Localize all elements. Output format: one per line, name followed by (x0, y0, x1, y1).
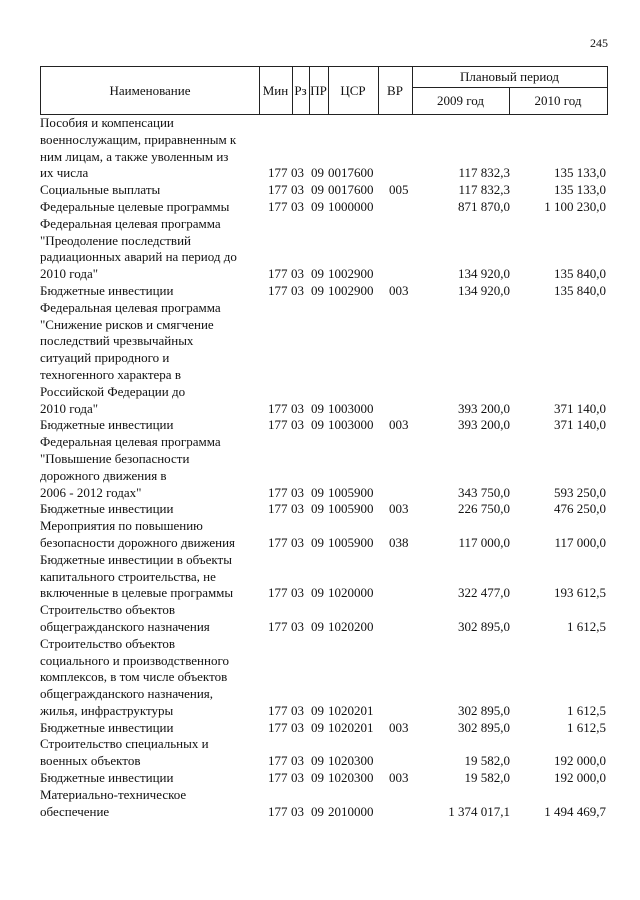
row-value-2010: 1 100 230,0 (544, 198, 606, 214)
row-rz: 03 (291, 803, 304, 819)
row-csr: 1003000 (328, 400, 374, 416)
row-rz: 03 (291, 534, 304, 550)
row-value-2009: 302 895,0 (458, 719, 510, 735)
row-value-2010: 1 612,5 (567, 702, 606, 718)
row-name: Федеральные целевые программы (40, 198, 230, 214)
table-row (40, 434, 608, 501)
row-value-2009: 393 200,0 (458, 400, 510, 416)
table-body (40, 115, 608, 820)
row-rz: 03 (291, 266, 304, 282)
row-csr: 1005900 (328, 484, 374, 500)
table-row (40, 636, 608, 720)
table-row (40, 552, 608, 602)
row-value-2010: 593 250,0 (554, 484, 606, 500)
row-csr: 1003000 (328, 417, 374, 433)
page-number: 245 (590, 36, 608, 50)
row-value-2010: 192 000,0 (554, 753, 606, 769)
row-pr: 09 (311, 484, 324, 500)
row-rz: 03 (291, 770, 304, 786)
row-rz: 03 (291, 165, 304, 181)
row-name: Пособия и компенсации военнослужащим, приравненным к ним лицам, а также уволенным из их числа (40, 115, 237, 181)
row-name: Строительство объектов общегражданского назначения (40, 602, 210, 634)
row-name: Бюджетные инвестиции в объекты капитального строительства, не включенные в целевые программы (40, 551, 234, 601)
row-value-2009: 134 920,0 (458, 282, 510, 298)
row-csr: 1020000 (328, 585, 374, 601)
header-pr: ПР (310, 82, 327, 98)
row-min: 177 (268, 534, 288, 550)
row-name: Бюджетные инвестиции (40, 770, 174, 786)
header-min: Мин (262, 82, 289, 98)
row-name: Бюджетные инвестиции (40, 719, 174, 735)
table-row (40, 115, 608, 182)
table-row (40, 182, 608, 199)
row-rz: 03 (291, 282, 304, 298)
row-min: 177 (268, 165, 288, 181)
row-rz: 03 (291, 618, 304, 634)
table-row (40, 199, 608, 216)
row-pr: 09 (311, 618, 324, 634)
row-pr: 09 (311, 501, 324, 517)
row-pr: 09 (311, 702, 324, 718)
row-csr: 1020300 (328, 753, 374, 769)
row-csr: 1002900 (328, 266, 374, 282)
row-name: Бюджетные инвестиции (40, 282, 174, 298)
row-vr: 003 (389, 417, 409, 433)
row-value-2009: 343 750,0 (458, 484, 510, 500)
header-rz: Рз (294, 82, 307, 98)
row-min: 177 (268, 618, 288, 634)
row-csr: 1005900 (328, 501, 374, 517)
row-value-2010: 371 140,0 (554, 417, 606, 433)
row-vr: 005 (389, 182, 409, 198)
row-value-2009: 117 832,3 (458, 165, 510, 181)
row-pr: 09 (311, 770, 324, 786)
row-min: 177 (268, 198, 288, 214)
row-pr: 09 (311, 182, 324, 198)
row-value-2010: 192 000,0 (554, 770, 606, 786)
row-pr: 09 (311, 198, 324, 214)
table-row (40, 501, 608, 518)
row-min: 177 (268, 753, 288, 769)
row-rz: 03 (291, 484, 304, 500)
table-row (40, 770, 608, 787)
row-vr: 003 (389, 770, 409, 786)
row-value-2010: 1 612,5 (567, 618, 606, 634)
row-value-2010: 476 250,0 (554, 501, 606, 517)
row-pr: 09 (311, 534, 324, 550)
header-year-2010: 2010 год (534, 92, 582, 108)
row-value-2009: 226 750,0 (458, 501, 510, 517)
row-pr: 09 (311, 753, 324, 769)
row-min: 177 (268, 803, 288, 819)
row-value-2009: 1 374 017,1 (448, 803, 510, 819)
row-value-2009: 134 920,0 (458, 266, 510, 282)
row-name: Материально-техническое обеспечение (40, 786, 187, 819)
row-min: 177 (268, 501, 288, 517)
row-value-2009: 393 200,0 (458, 417, 510, 433)
row-csr: 1020200 (328, 618, 374, 634)
row-csr: 0017600 (328, 182, 374, 198)
row-rz: 03 (291, 719, 304, 735)
table-row (40, 283, 608, 300)
row-vr: 003 (389, 501, 409, 517)
row-rz: 03 (291, 585, 304, 601)
header-csr: ЦСР (340, 82, 366, 98)
row-rz: 03 (291, 702, 304, 718)
table-row (40, 787, 608, 821)
row-value-2010: 193 612,5 (554, 585, 606, 601)
row-value-2009: 19 582,0 (464, 753, 510, 769)
table-row (40, 300, 608, 418)
row-csr: 1002900 (328, 282, 374, 298)
table-row (40, 216, 608, 283)
row-value-2010: 1 494 469,7 (544, 803, 606, 819)
header-vr: ВР (387, 82, 403, 98)
row-value-2010: 371 140,0 (554, 400, 606, 416)
row-pr: 09 (311, 585, 324, 601)
row-name: Бюджетные инвестиции (40, 501, 174, 517)
row-rz: 03 (291, 417, 304, 433)
row-min: 177 (268, 484, 288, 500)
row-vr: 003 (389, 719, 409, 735)
row-value-2009: 322 477,0 (458, 585, 510, 601)
row-pr: 09 (311, 165, 324, 181)
row-pr: 09 (311, 266, 324, 282)
row-csr: 1020300 (328, 770, 374, 786)
row-vr: 003 (389, 282, 409, 298)
table-row (40, 602, 608, 636)
row-name: Бюджетные инвестиции (40, 417, 174, 433)
row-value-2010: 1 612,5 (567, 719, 606, 735)
row-value-2009: 302 895,0 (458, 702, 510, 718)
row-min: 177 (268, 266, 288, 282)
row-csr: 2010000 (328, 803, 374, 819)
row-min: 177 (268, 770, 288, 786)
header-planned-period: Плановый период (459, 69, 560, 84)
row-rz: 03 (291, 400, 304, 416)
row-value-2010: 135 133,0 (554, 182, 606, 198)
row-name: Строительство специальных и военных объектов (40, 736, 209, 769)
row-csr: 1005900 (328, 534, 374, 550)
row-min: 177 (268, 417, 288, 433)
row-name: Социальные выплаты (40, 182, 161, 198)
table-header (40, 66, 608, 115)
row-min: 177 (268, 282, 288, 298)
row-value-2009: 302 895,0 (458, 618, 510, 634)
table-row (40, 417, 608, 434)
table-row (40, 720, 608, 737)
row-min: 177 (268, 585, 288, 601)
row-value-2009: 871 870,0 (458, 198, 510, 214)
row-pr: 09 (311, 282, 324, 298)
row-csr: 1020201 (328, 702, 374, 718)
row-value-2010: 117 000,0 (554, 534, 606, 550)
row-rz: 03 (291, 501, 304, 517)
row-name: Строительство объектов социального и производственного комплексов, в том числе объектов общегражданского назначения, жилья, инфраструктуры (40, 635, 229, 718)
row-min: 177 (268, 182, 288, 198)
table-row (40, 518, 608, 552)
row-csr: 1020201 (328, 719, 374, 735)
header-year-2009: 2009 год (437, 92, 484, 108)
row-pr: 09 (311, 400, 324, 416)
row-name: Федеральная целевая программа "Повышение безопасности дорожного движения в 2006 - 2012 годах" (40, 434, 221, 500)
row-min: 177 (268, 702, 288, 718)
row-value-2009: 19 582,0 (464, 770, 510, 786)
row-value-2009: 117 000,0 (458, 534, 510, 550)
row-pr: 09 (311, 803, 324, 819)
row-vr: 038 (389, 534, 409, 550)
header-name: Наименование (109, 82, 191, 98)
row-name: Федеральная целевая программа "Преодоление последствий радиационных аварий на период до 2010 года" (40, 215, 237, 282)
row-min: 177 (268, 719, 288, 735)
row-rz: 03 (291, 753, 304, 769)
row-value-2010: 135 840,0 (554, 266, 606, 282)
row-csr: 1000000 (328, 198, 374, 214)
row-rz: 03 (291, 198, 304, 214)
row-name: Федеральная целевая программа "Снижение рисков и смягчение последствий чрезвычайных ситуаций природного и техногенного характера в Российской Федерации до 2010 года" (40, 299, 221, 416)
row-csr: 0017600 (328, 165, 374, 181)
row-rz: 03 (291, 182, 304, 198)
row-pr: 09 (311, 719, 324, 735)
row-pr: 09 (311, 417, 324, 433)
row-value-2010: 135 840,0 (554, 282, 606, 298)
table-row (40, 736, 608, 770)
row-min: 177 (268, 400, 288, 416)
row-value-2009: 117 832,3 (458, 182, 510, 198)
row-name: Мероприятия по повышению безопасности дорожного движения (40, 518, 236, 550)
row-value-2010: 135 133,0 (554, 165, 606, 181)
